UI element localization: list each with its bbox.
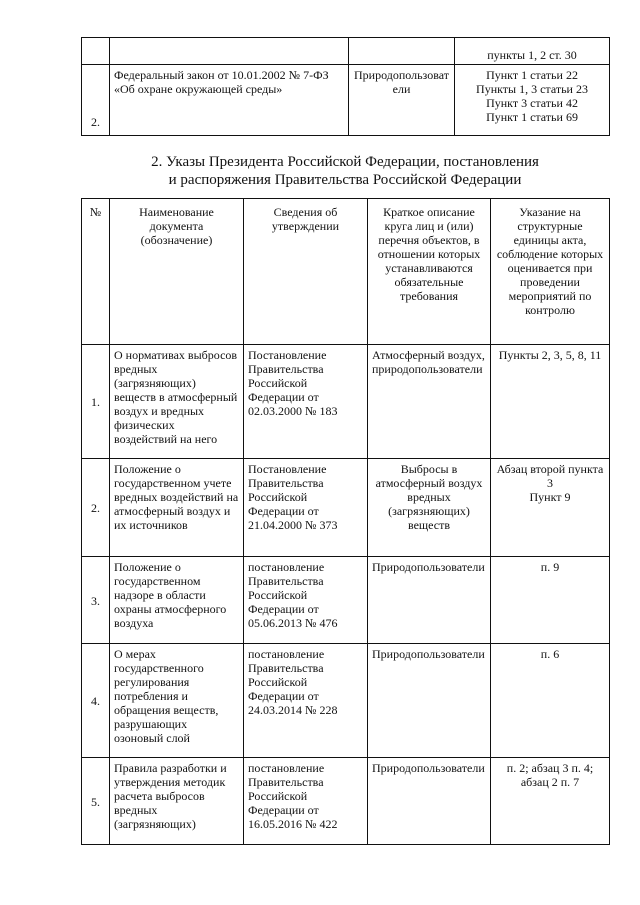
units-line: Пункты 1, 3 статьи 23 [476,82,588,96]
row-number [82,38,110,65]
units-line: Абзац второй пункта 3 [496,462,604,490]
structural-units: Пункты 2, 3, 5, 8, 11 [491,345,610,459]
approval-info: постановление Правительства Российской Федерации от 16.05.2016 № 422 [244,758,368,845]
description: Природопользователи [368,758,491,845]
presidential-decrees-table [81,198,610,845]
units-line: Пункт 1 статьи 69 [486,110,578,124]
structural-units: п. 2; абзац 3 п. 4; абзац 2 п. 7 [491,758,610,845]
col-header-approval: Сведения об утверждении [244,199,368,345]
table-row [82,345,610,459]
section-heading [81,153,609,189]
document-name: Правила разработки и утверждения методик расчета выбросов вредных (загрязняющих) [110,758,244,845]
col-header-name: Наименование документа (обозначение) [110,199,244,345]
description: Выбросы в атмосферный воздух вредных (загрязняющих) веществ [368,459,491,557]
row-number: 5. [82,758,110,845]
units-line: Пункт 9 [529,490,571,504]
structural-units [491,459,610,557]
row-number: 2. [82,65,110,136]
document-name [110,38,349,65]
structural-units [455,65,610,136]
col-header-description: Краткое описание круга лиц и (или) перечня объектов, в отношении которых устанавливаются обязательные требования [368,199,491,345]
approval-info: постановление Правительства Российской Федерации от 24.03.2014 № 228 [244,644,368,758]
section-heading-line: 2. Указы Президента Российской Федерации, постановления [151,154,539,170]
subjects-line: Природопользоват [353,68,449,82]
subjects [349,65,455,136]
structural-units: п. 6 [491,644,610,758]
table-row [82,557,610,644]
subjects-line: ели [392,82,411,96]
previous-section-table [81,37,610,136]
document-name: Положение о государственном учете вредных воздействий на атмосферный воздух и их источников [110,459,244,557]
row-number: 4. [82,644,110,758]
table-row [82,758,610,845]
approval-info: Постановление Правительства Российской Федерации от 21.04.2000 № 373 [244,459,368,557]
table-row [82,644,610,758]
section-heading-line: и распоряжения Правительства Российской Федерации [168,172,522,188]
row-number: 2. [82,459,110,557]
description: Природопользователи [368,644,491,758]
row-number: 3. [82,557,110,644]
units-line: Пункт 3 статьи 42 [486,96,578,110]
table-row [82,65,610,136]
col-header-number: № [82,199,110,345]
document-name: Положение о государственном надзоре в области охраны атмосферного воздуха [110,557,244,644]
col-header-units: Указание на структурные единицы акта, соблюдение которых оценивается при проведении мероприятий по контролю [491,199,610,345]
table-row [82,38,610,65]
description: Атмосферный воздух, природопользователи [368,345,491,459]
approval-info: Постановление Правительства Российской Федерации от 02.03.2000 № 183 [244,345,368,459]
document-name: Федеральный закон от 10.01.2002 № 7-ФЗ «Об охране окружающей среды» [110,65,349,136]
document-name: О мерах государственного регулирования потребления и обращения веществ, разрушающих озоновый слой [110,644,244,758]
document-name: О нормативах выбросов вредных (загрязняющих) веществ в атмосферный воздух и вредных физических воздействий на него [110,345,244,459]
approval-info: постановление Правительства Российской Федерации от 05.06.2013 № 476 [244,557,368,644]
description: Природопользователи [368,557,491,644]
subjects [349,38,455,65]
table-row [82,459,610,557]
structural-units: пункты 1, 2 ст. 30 [455,38,610,65]
structural-units: п. 9 [491,557,610,644]
units-line: Пункт 1 статьи 22 [486,68,578,82]
row-number: 1. [82,345,110,459]
header-row [82,199,610,345]
